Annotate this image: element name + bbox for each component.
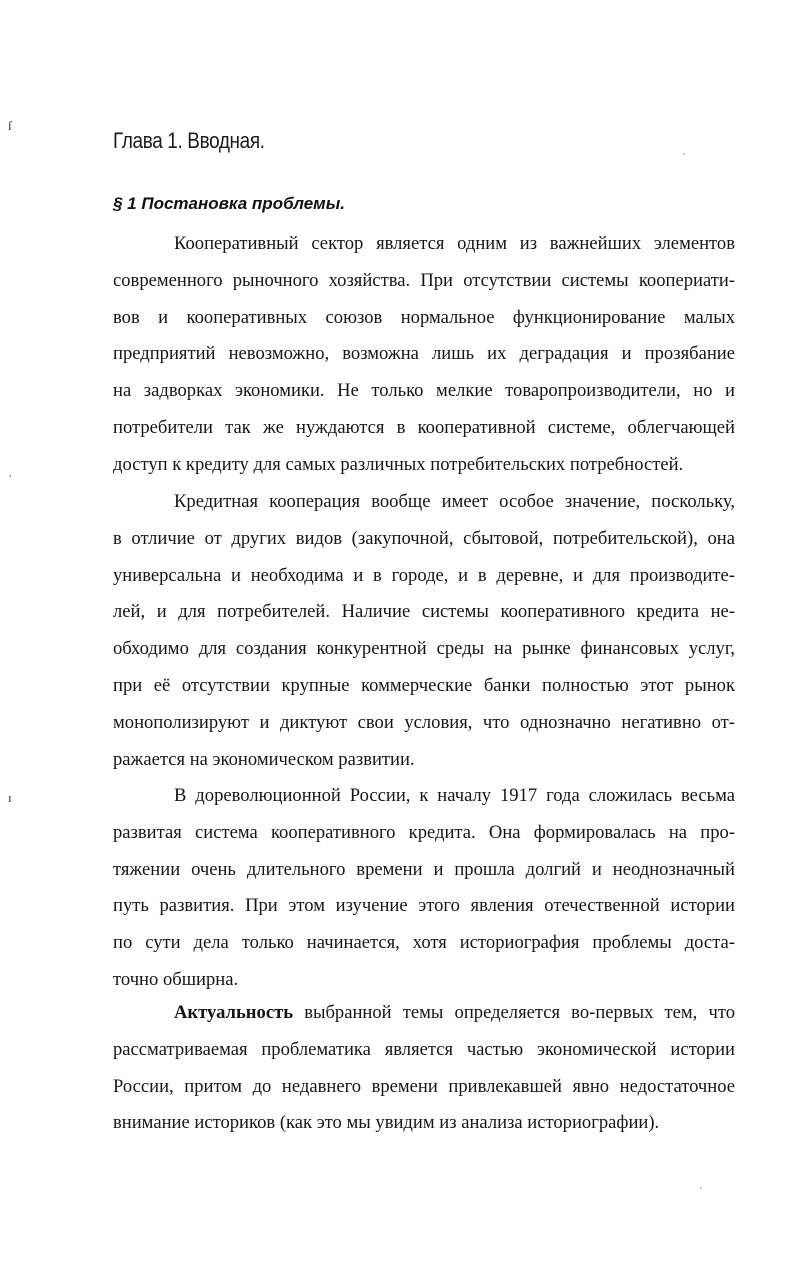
text-line: универсальна и необходима и в городе, и в деревне, и для производите- (113, 564, 735, 586)
text-line: потребители так же нуждаются в кооперативной системе, облегчающей (113, 416, 735, 438)
text-line: предприятий невозможно, возможна лишь их деградация и прозябание (113, 343, 735, 365)
margin-mark-1: ſ (8, 118, 12, 133)
scan-speck (700, 1187, 702, 1189)
text-line: Кредитная кооперация вообще имеет особое значение, поскольку, (174, 491, 735, 512)
text-line: на задворках экономики. Не только мелкие товаропроизводители, но и (113, 380, 735, 402)
scan-speck (683, 153, 685, 155)
text-line: в отличие от других видов (закупочной, сбытовой, потребительской), она (113, 527, 735, 549)
text-line: доступ к кредиту для самых различных потребительских потребностей. (113, 453, 684, 475)
text-line: развитая система кооперативного кредита. Она формировалась на про- (113, 821, 735, 843)
text-line: при её отсутствии крупные коммерческие банки полностью этот рынок (113, 674, 735, 696)
text-fragment: выбранной темы определяется во-первых тем, что (293, 1002, 735, 1023)
text-line: внимание историков (как это мы увидим из анализа историографии). (113, 1112, 660, 1134)
paragraph-3 (113, 778, 735, 999)
text-line: современного рыночного хозяйства. При отсутствии системы коопериати- (113, 269, 735, 291)
paragraph-1 (113, 226, 735, 484)
text-line: вов и кооперативных союзов нормальное функционирование малых (113, 306, 735, 328)
chapter-title: Глава 1. Вводная. (113, 128, 265, 153)
text-line (113, 995, 735, 1032)
margin-mark-2: ʾ (8, 472, 13, 487)
text-line: монополизируют и диктуют свои условия, что однозначно негативно от- (113, 711, 735, 733)
text-line: Кооперативный сектор является одним из важнейших элементов (174, 233, 735, 254)
paragraph-4 (113, 995, 735, 1142)
text-line: тяжении очень длительного времени и прошла долгий и неоднозначный (113, 858, 735, 880)
text-line: России, притом до недавнего времени привлекавшей явно недостаточное (113, 1075, 735, 1097)
text-line: по сути дела только начинается, хотя историография проблемы доста- (113, 932, 735, 954)
section-title: § 1 Постановка проблемы. (113, 194, 345, 213)
text-line: точно обширна. (113, 968, 239, 990)
text-line: лей, и для потребителей. Наличие системы кооперативного кредита не- (113, 601, 735, 623)
text-line: ражается на экономическом развитии. (113, 748, 415, 770)
text-line: путь развития. При этом изучение этого явления отечественной истории (113, 895, 735, 917)
text-line: В дореволюционной России, к началу 1917 года сложилась весьма (174, 785, 735, 806)
paragraph-2 (113, 484, 735, 778)
margin-mark-3: ı (8, 790, 12, 805)
text-line: рассматриваемая проблематика является частью экономической истории (113, 1038, 735, 1060)
text-line: обходимо для создания конкурентной среды на рынке финансовых услуг, (113, 638, 735, 660)
emphasis-term: Актуальность (174, 1002, 294, 1023)
